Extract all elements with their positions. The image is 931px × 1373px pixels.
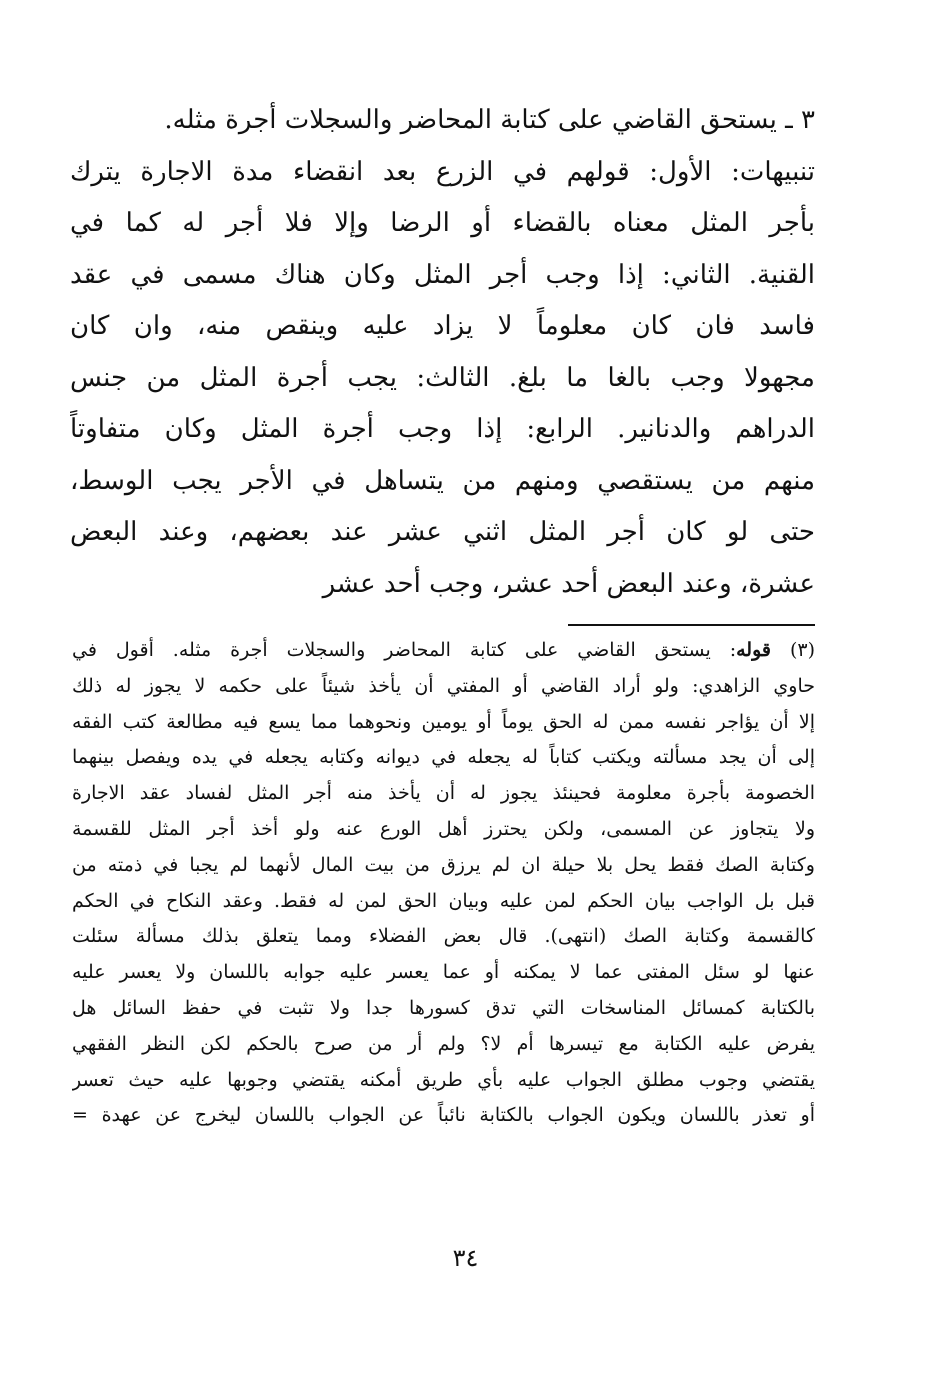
main-text-line: حتى لو كان أجر المثل اثني عشر عند بعضهم، وعند البعض: [70, 517, 815, 547]
main-text-line: عشرة، وعند البعض أحد عشر، وجب أحد عشر: [322, 568, 815, 599]
footnote-line-text: : يستحق القاضي على كتابة المحاضر والسجلات أجرة مثله. أقول في: [72, 639, 737, 661]
main-text-line: تنبيهات: الأول: قولهم في الزرع بعد انقضاء مدة الاجارة يترك: [70, 156, 815, 187]
footnote-line: قبل بل الواجب بيان الحكم لمن عليه وبيان الحق لمن له فقط. وعقد النكاح في الحكم: [72, 889, 815, 912]
footnote-keyword: قوله: [736, 639, 771, 661]
main-text-line: منهم من يستقصي ومنهم من يتساهل في الأجر يجب الوسط،: [70, 465, 815, 496]
main-text-block: [70, 95, 815, 610]
main-text-line: مجهولا وجب بالغا ما بلغ. الثالث: يجب أجرة المثل من جنس: [70, 362, 815, 393]
main-text-line: القنية. الثاني: إذا وجب أجر المثل وكان هناك مسمى في عقد: [70, 259, 815, 290]
footnote-line: الخصومة بأجرة معلومة فحينئذ يجوز له أن يأخذ منه أجر المثل لفساد عقد الاجارة: [72, 782, 815, 805]
footnote-line: ولا يتجاوز عن المسمى، ولكن يحترز أهل الورع عنه ولو أخذ أجر المثل للقسمة: [72, 817, 815, 840]
footnote-line: عنها لو سئل المفتى عما لا يمكنه أو عما يعسر عليه جوابه باللسان ولا يعسر عليه: [72, 961, 815, 984]
footnote-line: أو تعذر باللسان ويكون الجواب بالكتابة نائباً عن الجواب باللسان ليخرج عن عهدة =: [72, 1104, 815, 1127]
footnote-block: [72, 633, 815, 1134]
footnote-line: بالكتابة كمسائل المناسخات التي تدق كسورها جدا ولا تثبت في حفظ السائل هل: [72, 996, 815, 1019]
footnote-line: إلا أن يؤاجر نفسه ممن له الحق يوماً أو يومين ونحوهما مما يسع فيه مطالعة كتب الفقه: [72, 710, 815, 733]
footnote-line: حاوي الزاهدي: ولو أراد القاضي أو المفتي أن يأخذ شيئاً على حكمه لا يجوز له ذلك: [72, 674, 815, 697]
main-text-line: بأجر المثل معناه بالقضاء أو الرضا وإلا فلا أجر له كما في: [70, 208, 815, 238]
main-text-line: الدراهم والدنانير. الرابع: إذا وجب أجرة المثل وكان متفاوتاً: [70, 414, 815, 444]
footnote-line: وكتابة الصك فقط يحل بلا حيلة ان لم يرزق من بيت المال لأنهما لم يجبا في ذمته من: [72, 853, 815, 876]
footnote-line: إلى أن يجد مسألته ويكتب كتاباً له يجعله في ديوانه وكتابه يجعله في يده ويفصل بينهما: [72, 746, 815, 769]
footnote-separator: [568, 624, 815, 626]
footnote-marker: (٣): [789, 639, 815, 661]
main-text-line: فاسد فان كان معلوماً لا يزاد عليه وينقص منه، وان كان: [70, 311, 815, 341]
footnote-line: يفرض عليه الكتابة مع تيسرها أم لا؟ ولم أر من صرح بالحكم لكن النظر الفقهي: [72, 1032, 815, 1055]
footnote-line: [72, 633, 815, 669]
main-text-line: ٣ ـ يستحق القاضي على كتابة المحاضر والسجلات أجرة مثله.: [164, 105, 815, 135]
page-number: ٣٤: [452, 1244, 479, 1272]
footnote-line: كالقسمة وكتابة الصك (انتهى). قال بعض الفضلاء ومما يتعلق بذلك مسألة سئلت: [72, 925, 815, 948]
footnote-line: يقتضي وجوب مطلق الجواب عليه بأي طريق أمكنه يقتضي وجوبها عليه حيث تعسر: [72, 1068, 815, 1091]
